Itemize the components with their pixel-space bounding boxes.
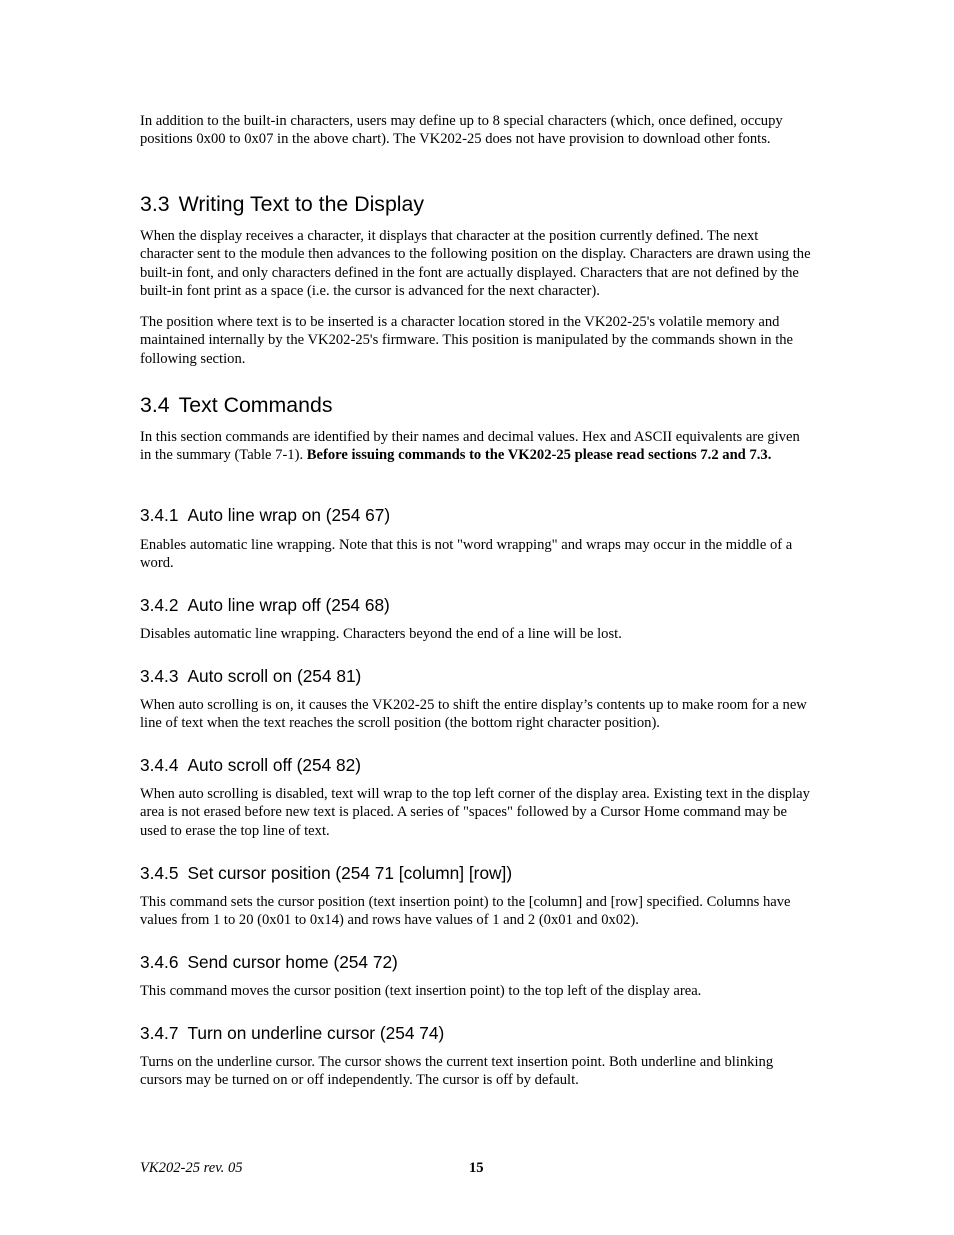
subsection-number: 3.4.3 <box>140 666 179 686</box>
subsection-title: Send cursor home (254 72) <box>187 952 398 972</box>
subsection-title: Auto scroll off (254 82) <box>187 755 361 775</box>
section-number: 3.3 <box>140 192 170 216</box>
subsection-heading-3-4-5 <box>140 863 512 884</box>
section-title: Writing Text to the Display <box>178 192 425 216</box>
paragraph: When the display receives a character, it displays that character at the position currently defined. The next character sent to the module then advances to the following position on the display. Characters are drawn using the built-in font, and only characters defined in the font are actually displayed. Characters that are not defined by the built-in font print as a space (i.e. the cursor is advanced for the next character). <box>140 228 811 299</box>
intro-paragraph: In addition to the built-in characters, users may define up to 8 special characters (which, once defined, occupy positions 0x00 to 0x07 in the above chart). The VK202-25 does not have provision to download other fonts. <box>140 113 783 148</box>
subsection-title: Auto line wrap off (254 68) <box>187 595 390 615</box>
paragraph-text: In this section commands are identified by their names and decimal values. Hex and ASCII equivalents are given in the summary (Table 7-1). <box>140 429 800 464</box>
subsection-title: Set cursor position (254 71 [column] [row]) <box>187 863 513 883</box>
section-heading-3-3 <box>140 192 424 217</box>
subsection-title: Turn on underline cursor (254 74) <box>187 1023 445 1043</box>
paragraph: The position where text is to be inserted is a character location stored in the VK202-25's volatile memory and maintained internally by the VK202-25's firmware. This position is manipulated by the commands shown in the following section. <box>140 314 794 367</box>
subsection-number: 3.4.1 <box>140 505 179 525</box>
subsection-number: 3.4.2 <box>140 595 179 615</box>
paragraph: When auto scrolling is disabled, text will wrap to the top left corner of the display area. Existing text in the display area is not erased before new text is placed. A series of "spaces" followed by a Cursor Home command may be used to erase the top line of text. <box>140 786 810 839</box>
section-heading-3-4 <box>140 393 332 418</box>
footer-document-id: VK202-25 rev. 05 <box>140 1160 243 1176</box>
subsection-heading-3-4-1 <box>140 505 390 526</box>
paragraph: This command sets the cursor position (text insertion point) to the [column] and [row] specified. Columns have values from 1 to 20 (0x01 to 0x14) and rows have values of 1 and 2 (0x01 and 0x02). <box>140 894 791 929</box>
paragraph: When auto scrolling is on, it causes the VK202-25 to shift the entire display’s contents up to make room for a new line of text when the text reaches the scroll position (the bottom right character position). <box>140 697 807 732</box>
subsection-heading-3-4-3 <box>140 666 361 687</box>
subsection-number: 3.4.7 <box>140 1023 179 1043</box>
subsection-heading-3-4-4 <box>140 755 361 776</box>
paragraph: Disables automatic line wrapping. Characters beyond the end of a line will be lost. <box>140 626 622 642</box>
section-number: 3.4 <box>140 393 170 417</box>
paragraph: This command moves the cursor position (text insertion point) to the top left of the display area. <box>140 983 702 999</box>
subsection-title: Auto scroll on (254 81) <box>187 666 362 686</box>
subsection-heading-3-4-7 <box>140 1023 444 1044</box>
paragraph-bold-note: Before issuing commands to the VK202-25 please read sections 7.2 and 7.3. <box>306 447 772 464</box>
subsection-number: 3.4.5 <box>140 863 179 883</box>
section-title: Text Commands <box>178 393 333 417</box>
subsection-number: 3.4.4 <box>140 755 179 775</box>
subsection-number: 3.4.6 <box>140 952 179 972</box>
subsection-title: Auto line wrap on (254 67) <box>187 505 391 525</box>
paragraph: Enables automatic line wrapping. Note that this is not "word wrapping" and wraps may occur in the middle of a word. <box>140 537 793 572</box>
paragraph <box>140 428 814 465</box>
footer-page-number: 15 <box>469 1160 484 1176</box>
subsection-heading-3-4-6 <box>140 952 398 973</box>
subsection-heading-3-4-2 <box>140 595 390 616</box>
paragraph: Turns on the underline cursor. The cursor shows the current text insertion point. Both underline and blinking cursors may be turned on or off independently. The cursor is off by default. <box>140 1054 774 1089</box>
